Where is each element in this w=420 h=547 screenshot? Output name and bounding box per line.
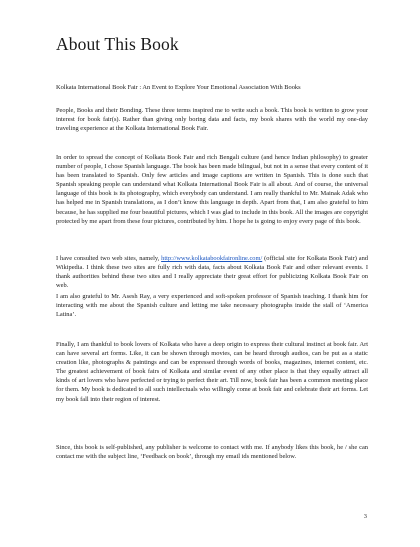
page-title: About This Book [56,34,179,54]
sources-text-before: I have consulted two web sites, namely, [56,255,162,262]
book-subtitle: Kolkata International Book Fair : An Event to Explore Your Emotional Association With Books [56,84,301,91]
paragraph-acknowledgement: I am also grateful to Mr. Asesh Ray, a very experienced and soft-spoken professor of Spanish teaching. I thank him for interacting with me about the Spanish culture and letting me take necessary photographs inside the stall of ‘America Latina’. [56,293,368,319]
paragraph-book-lovers: Finally, I am thankful to book lovers of Kolkata who have a deep origin to express their cultural instinct at book fair. Art can have several art forms. Like, it can be shown through movies, can be heard through audios, can be put as a static creation like, photographs & paintings and can be expressed through words of books, magazines, internet content, etc. The greatest achievement of book fairs of Kolkata and similar event of any other place is that they equally attract all kinds of art lovers who have perfected or trying to perfect their art. Till now, book fair has been a common meeting place for them. My book is dedicated to all such intellectuals who willingly come at book fair and celebrate their art forms. Let my book fall into their region of interest. [56,341,368,403]
sources-text-after: (official site for Kolkata Book Fair) and Wikipedia. I think these two sites are fully rich with data, facts about Kolkata Book Fair and other relevant events. I thank authorities behind these two sites and I really appreciate their great effort for publicizing Kolkata Book Fair on web. [56,255,368,290]
paragraph-contact: Since, this book is self-published, any publisher is welcome to contact with me. If anybody likes this book, he / she can contact me with the subject line, ‘Feedback on book’, through my email ids mentioned below. [56,444,368,461]
kolkata-bookfair-link[interactable]: http://www.kolkatabookfaironline.com/ [161,255,263,262]
paragraph-intro: People, Books and their Bonding. These three terms inspired me to write such a book. This book is written to grow your interest for book fair(s). Rather than giving only boring data and facts, my book shares with the world my one-day traveling experience at the Kolkata International Book Fair. [56,107,368,133]
paragraph-sources [56,254,368,290]
page-number: 3 [363,513,367,520]
paragraph-language: In order to spread the concept of Kolkata Book Fair and rich Bengali culture (and hence Indian philosophy) to greater number of people, I chose Spanish language. The book has been made bilingual, but not in a sense that every content of it has been translated to Spanish. Only few articles and image captions are written in Spanish. This is done such that Spanish speaking people can understand what Kolkata International Book Fair is all about. And of course, the universal language of this book is its photography, which everybody can understand. I am really thankful to Mr. Mainak Adak who has helped me in Spanish translations, as I don’t know this language in depth. Apart from that, I am also grateful to him because, he has supplied me four beautiful pictures, which I was glad to include in this book. All the images are copyright protected by me apart from these four pictures, contributed by him. I hope he is going to enjoy every page of this book. [56,154,368,225]
